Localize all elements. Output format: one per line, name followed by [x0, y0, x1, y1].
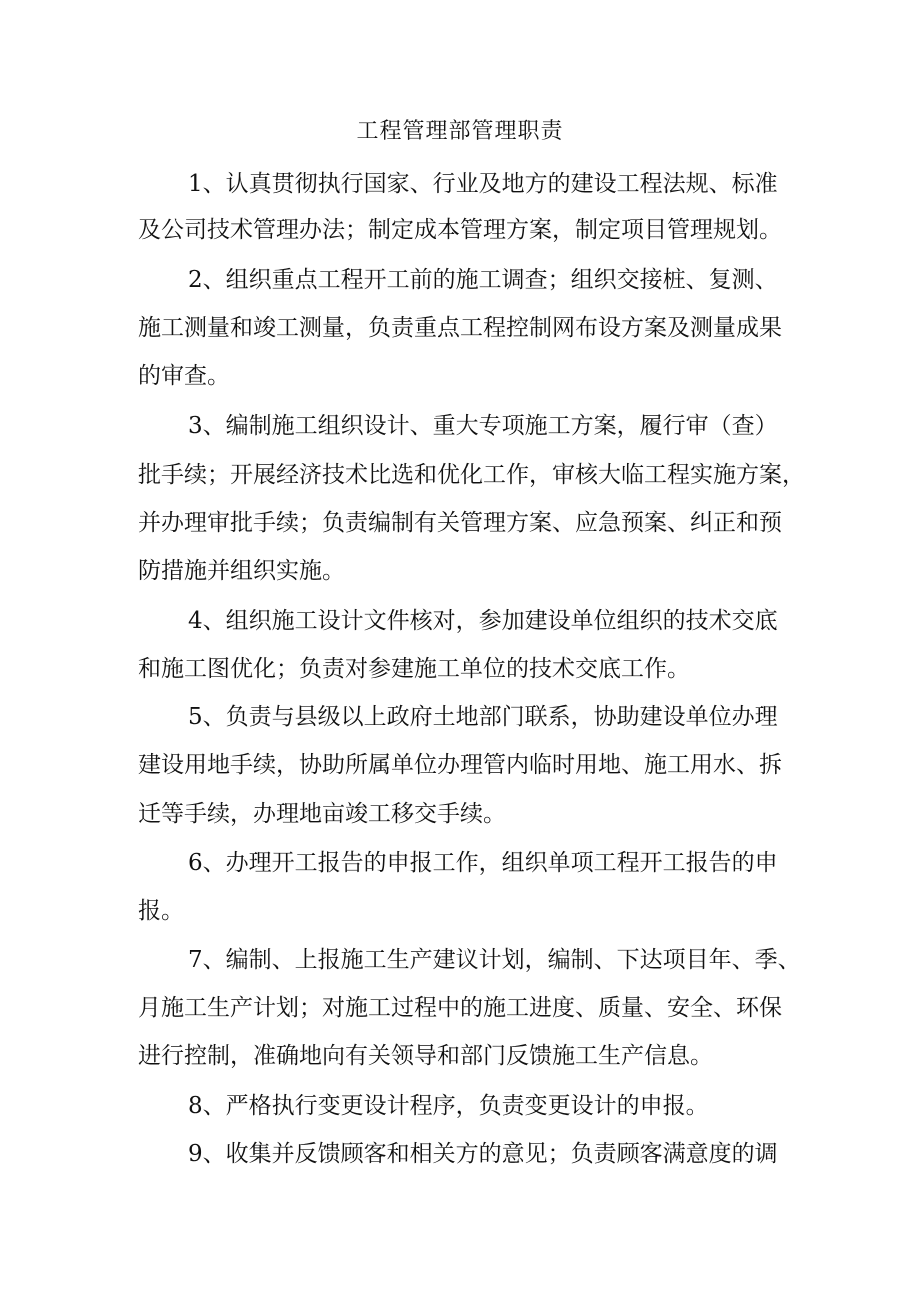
- item-2-line-1: 2、组织重点工程开工前的施工调查；组织交接桩、复测、: [188, 267, 778, 293]
- item-7-line-2: 月施工生产计划；对施工过程中的施工进度、质量、安全、环保: [138, 995, 782, 1021]
- item-5-line-1: 5、负责与县级以上政府土地部门联系，协助建设单位办理: [188, 704, 778, 730]
- item-3-line-1: 3、编制施工组织设计、重大专项施工方案，履行审（查）: [188, 413, 778, 439]
- item-9-line-1: 9、收集并反馈顾客和相关方的意见；负责顾客满意度的调: [188, 1141, 778, 1167]
- item-6-line-1: 6、办理开工报告的申报工作，组织单项工程开工报告的申: [188, 850, 778, 876]
- item-8-line-1: 8、严格执行变更设计程序，负责变更设计的申报。: [188, 1093, 709, 1119]
- item-4-line-2: 和施工图优化；负责对参建施工单位的技术交底工作。: [138, 656, 690, 682]
- item-7-line-1: 7、编制、上报施工生产建议计划，编制、下达项目年、季、: [188, 947, 801, 973]
- item-2-line-3: 的审查。: [138, 363, 230, 389]
- item-3-line-2: 批手续；开展经济技术比选和优化工作，审核大临工程实施方案，: [138, 462, 805, 488]
- item-4-line-1: 4、组织施工设计文件核对，参加建设单位组织的技术交底: [188, 608, 778, 634]
- item-5-line-3: 迁等手续，办理地亩竣工移交手续。: [138, 801, 506, 827]
- item-3-line-4: 防措施并组织实施。: [138, 558, 345, 584]
- item-2-line-2: 施工测量和竣工测量，负责重点工程控制网布设方案及测量成果: [138, 315, 782, 341]
- item-6-line-2: 报。: [138, 898, 184, 924]
- item-1-line-2: 及公司技术管理办法；制定成本管理方案，制定项目管理规划。: [138, 217, 782, 243]
- item-3-line-3: 并办理审批手续；负责编制有关管理方案、应急预案、纠正和预: [138, 510, 782, 536]
- item-7-line-3: 进行控制，准确地向有关领导和部门反馈施工生产信息。: [138, 1043, 713, 1069]
- item-1-line-1: 1、认真贯彻执行国家、行业及地方的建设工程法规、标准: [188, 171, 778, 197]
- document-title: 工程管理部管理职责: [356, 119, 564, 144]
- item-5-line-2: 建设用地手续，协助所属单位办理管内临时用地、施工用水、拆: [138, 752, 782, 778]
